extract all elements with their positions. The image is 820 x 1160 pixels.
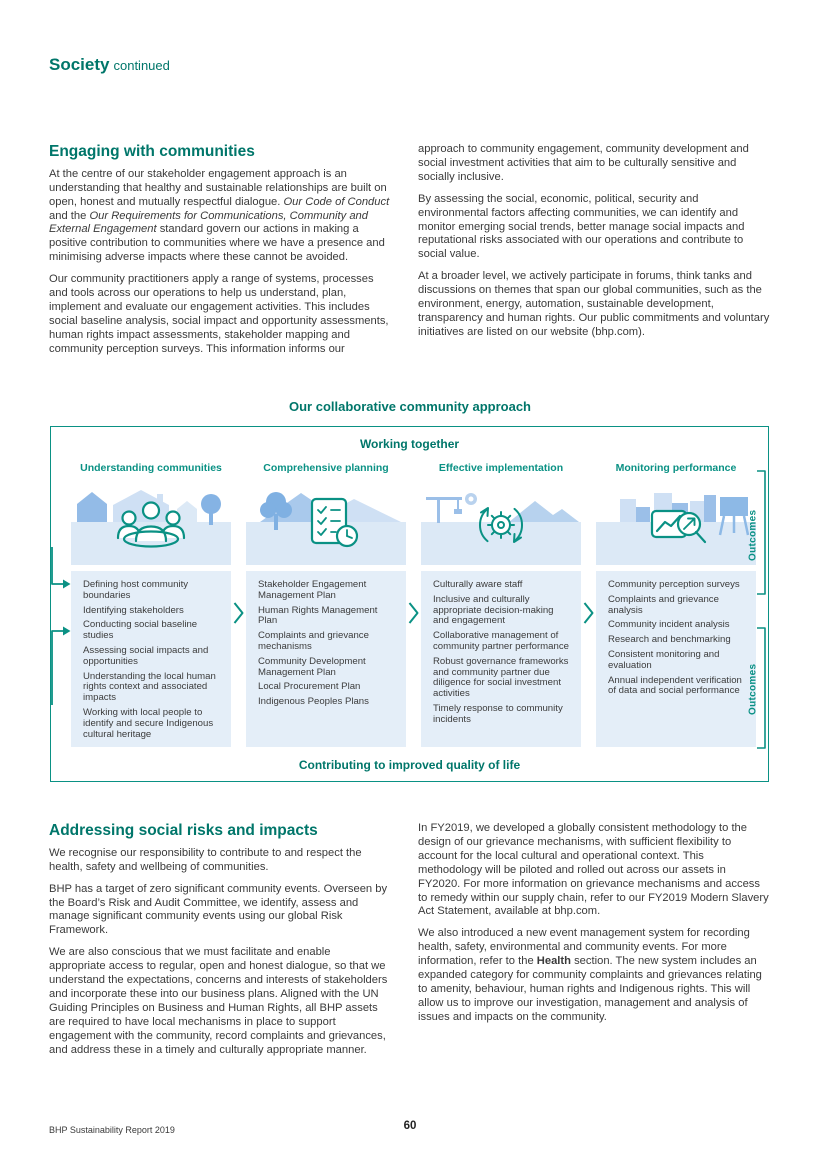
icon-banner-planning — [246, 485, 406, 565]
diagram-column-planning — [246, 463, 406, 747]
diagram-column-implementation — [421, 463, 581, 747]
diagram-column-list — [596, 571, 756, 747]
addressing-col1-paragraphs — [49, 847, 390, 1058]
arrowhead-icon — [63, 627, 71, 636]
paragraph: approach to community engagement, community development and social investment activities that aim to be culturally sensitive and socially inclusive. — [418, 143, 749, 183]
community-approach-diagram — [50, 426, 769, 782]
implementation-illustration — [421, 485, 581, 565]
diagram-column-header: Effective implementation — [438, 462, 564, 474]
left-loop-arrow-top-icon — [52, 547, 64, 584]
icon-banner-implementation — [421, 485, 581, 565]
list-item: Culturally aware staff — [433, 579, 523, 590]
list-item: Stakeholder Engagement Management Plan — [258, 579, 367, 601]
paragraph: At the centre of our stakeholder engagement approach is an understanding that healthy and sustainable relationships are built on open, honest and mutually respectful dialogue. Our Code of Conduct and the Our Requirements for Communications, Community and External Engagement standard govern our actions in making a positive contribution to communities where we have a presence and minimising adverse impacts where these cannot be avoided. — [49, 167, 390, 264]
monitoring-illustration — [596, 485, 756, 565]
heading-engaging: Engaging with communities — [49, 143, 255, 160]
list-item: Consistent monitoring and evaluation — [608, 648, 720, 671]
outcomes-label: Outcomes — [747, 509, 759, 561]
icon-banner-communities — [71, 485, 231, 565]
engaging-right-column — [418, 143, 771, 348]
arrowhead-icon — [63, 580, 71, 589]
list-item: Collaborative management of community partner performance — [433, 630, 569, 652]
paragraph: Our community practitioners apply a range of systems, processes and tools across our operations to help us understand, plan, implement and evaluate our engagement activities. This includes social baseline analysis, social impact and opportunity assessments, human rights impact assessments, stakeholder mapping and community perception surveys. This information informs our — [49, 273, 389, 355]
addressing-right-column — [418, 822, 771, 1033]
diagram-column-header: Monitoring performance — [615, 462, 737, 474]
diagram-column-header: Understanding communities — [80, 462, 222, 474]
left-loop-arrow-bottom-icon — [52, 631, 64, 705]
diagram-column-header: Comprehensive planning — [263, 462, 389, 474]
page-header — [49, 55, 170, 75]
engaging-col1-paragraphs — [49, 168, 390, 357]
diagram-column-understanding — [71, 463, 231, 747]
diagram-column-list — [71, 571, 231, 747]
list-item: Local Procurement Plan — [258, 681, 361, 693]
list-item: Community incident analysis — [608, 619, 730, 631]
paragraph: In FY2019, we developed a globally consistent methodology to the design of our grievance mechanisms, with sufficient flexibility to account for the local cultural and operational context. This methodology will be piloted and rolled out across our assets in FY2020. For more information on grievance mechanisms and access to remedy within our supply chain, refer to our FY2019 Modern Slavery Act Statement, available at bhp.com. — [418, 822, 769, 918]
list-item: Robust governance frameworks and community partner due diligence for social investment activities — [433, 655, 569, 700]
paragraph: BHP has a target of zero significant community events. Overseen by the Board’s Risk and Audit Committee, we identify, assess and manage significant community events using our global Risk Framework. — [49, 882, 388, 937]
footer-page-number: 60 — [403, 1120, 417, 1132]
list-item: Working with local people to identify and secure Indigenous cultural heritage — [83, 706, 214, 740]
diagram-bottom-label: Contributing to improved quality of life — [298, 758, 521, 772]
list-item: Complaints and grievance analysis — [608, 593, 719, 616]
outcomes-label: Outcomes — [747, 663, 759, 715]
list-item: Timely response to community incidents — [433, 702, 563, 725]
list-item: Understanding the local human rights context and associated impacts — [83, 670, 216, 704]
engaging-col2-paragraphs — [418, 143, 771, 340]
list-item: Indigenous Peoples Plans — [258, 696, 369, 708]
diagram-columns — [71, 463, 756, 747]
list-item: Assessing social impacts and opportunities — [83, 644, 209, 667]
paragraph: By assessing the social, economic, political, security and environmental factors affecting communities, we can identify and monitor emerging social trends, better manage social impacts and reputational risks associated with our operations and contribute to social value. — [418, 192, 745, 261]
addressing-left-column — [49, 822, 390, 1066]
section-engaging — [49, 143, 771, 365]
diagram-top-label: Working together — [359, 437, 460, 451]
list-item: Human Rights Management Plan — [258, 604, 378, 627]
list-item: Research and benchmarking — [608, 634, 731, 646]
addressing-col2-paragraphs — [418, 822, 771, 1025]
list-item: Identifying stakeholders — [83, 604, 184, 616]
diagram-title: Our collaborative community approach — [289, 399, 531, 414]
heading-addressing: Addressing social risks and impacts — [49, 822, 318, 839]
list-item: Community perception surveys — [608, 579, 740, 590]
communities-illustration — [71, 485, 231, 565]
diagram-column-list — [421, 571, 581, 747]
paragraph: We recognise our responsibility to contribute to and respect the health, safety and wellbeing of communities. — [49, 846, 362, 873]
page-footer — [49, 1120, 771, 1138]
list-item: Complaints and grievance mechanisms — [258, 630, 369, 652]
engaging-left-column — [49, 143, 390, 365]
paragraph: We also introduced a new event management system for recording health, safety, environmental and community events. For more information, refer to the Health section. The new system includes an expanded category for community complaints and grievances relating to amenity, behaviour, human rights and Indigenous rights. This will allow us to improve our investigation, management and analysis of issues and impacts on the community. — [418, 927, 762, 1023]
list-item: Inclusive and culturally appropriate decision-making and engagement — [433, 593, 554, 627]
section-subtitle: continued — [113, 58, 170, 73]
footer-report-name: BHP Sustainability Report 2019 — [49, 1125, 175, 1135]
list-item: Conducting social baseline studies — [83, 619, 198, 642]
diagram-column-list — [246, 571, 406, 747]
list-item: Annual independent verification of data and social performance — [608, 674, 742, 697]
list-item: Community Development Management Plan — [258, 655, 366, 678]
planning-illustration — [246, 485, 406, 565]
paragraph: We are also conscious that we must facilitate and enable appropriate access to regular, open and honest dialogue, so that we understand the expectations, concerns and interests of stakeholders and incorporate these into our business plans. Aligned with the UN Guiding Principles on Business and Human Rights, all BHP assets are required to have local mechanisms in place to support engagement with the community, record complaints and grievances, and address these in a timely and culturally appropriate manner. — [49, 946, 388, 1056]
diagram-column-monitoring — [596, 463, 756, 747]
section-title: Society — [49, 55, 110, 74]
list-item: Defining host community boundaries — [83, 579, 189, 601]
paragraph: At a broader level, we actively participate in forums, think tanks and discussions on themes that span our global communities, such as the environment, energy, automation, sustainable development, transparency and human rights. Our public commitments and voluntary initiatives are listed on our website (bhp.com). — [418, 270, 770, 338]
icon-banner-monitoring — [596, 485, 756, 565]
section-addressing — [49, 822, 771, 1066]
